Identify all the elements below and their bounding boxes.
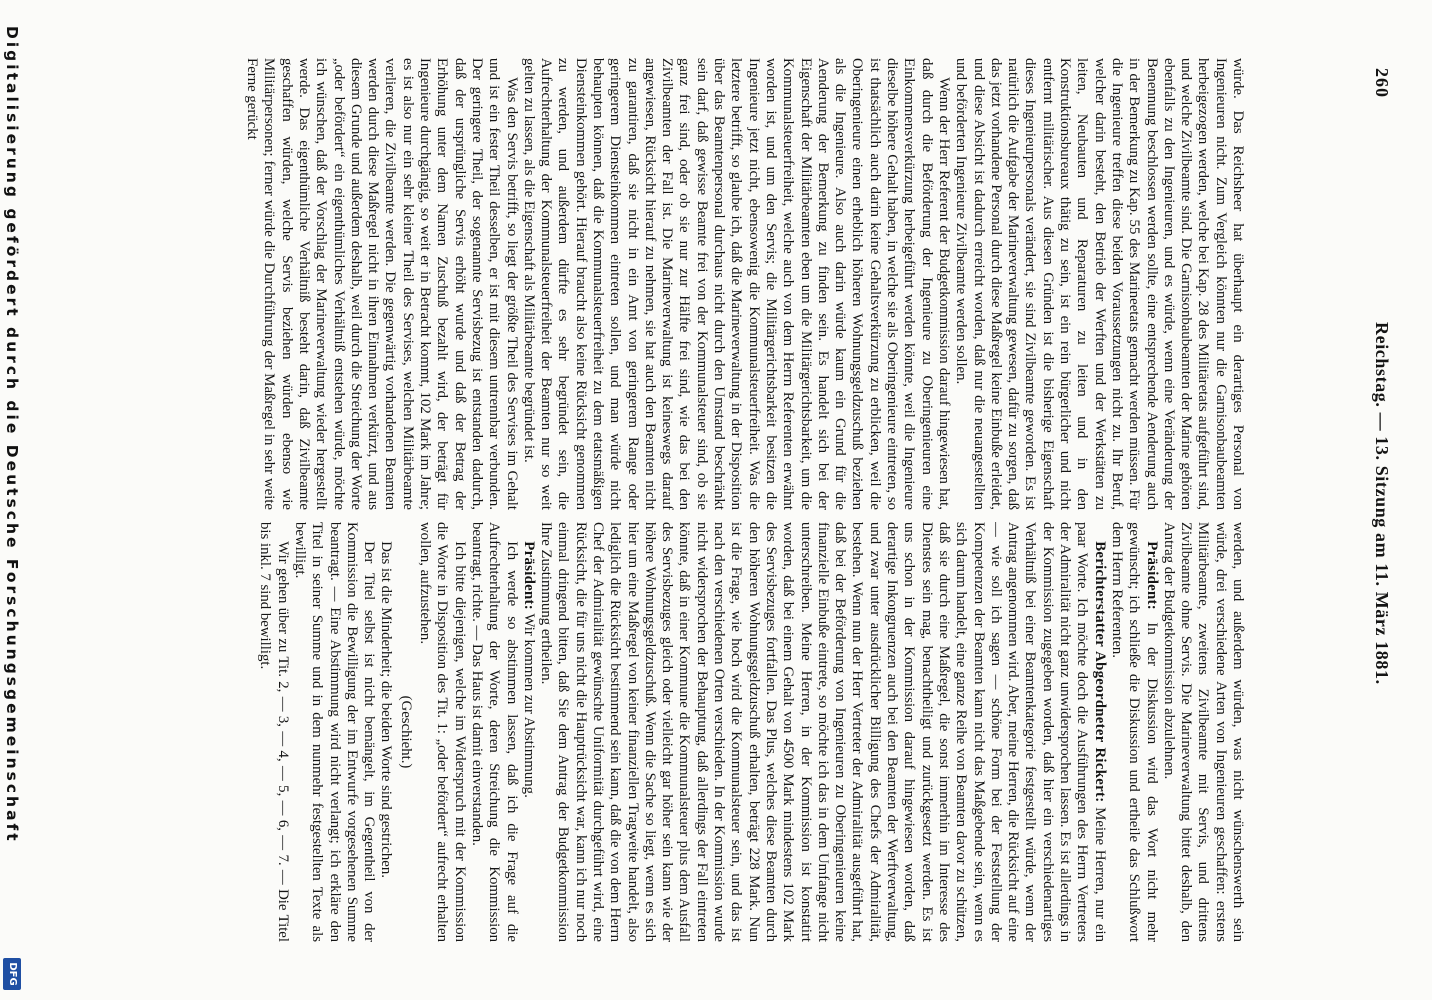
paragraph: Wir gehen über zu Tit. 2, — 3, — 4, — 5, — 6, — 7. — Die Titel bis inkl. 7 sind bewilligt. <box>257 522 291 942</box>
paragraph: Was den Servis betrifft, so liegt der größte Theil des Servises im Gehalt und ist ein fester Theil desselben, er ist mit diesem untrennbar verbunden. Der geringere Theil, der sogenannte Servisbezug ist entstanden dadurch, daß der ursprüngliche Servis erhöht wurde und daß der Betrag der Erhöhung unter dem Namen Zuschuß bezahlt wird, der beträgt für Ingenieure durchgängig, so weit er in Betracht kommt, 102 Mark im Jahre; es ist also nur ein sehr kleiner Theil des Servises, welchen Militärbeamte verlieren, die Zivilbeamte werden. Die gegenwärtig vorhandenen Beamten werden durch diese Maßregel nicht in ihren Einnahmen verkürzt, und aus diesem Grunde und außerdem deshalb, weil durch die Streichung der Worte „oder befördert“ ein eigenthümliches Verhältniß entstehen würde, möchte ich wünschen, daß der Vorschlag der Marineverwaltung wieder hergestellt werde. Das eigenthümliche Verhältniß besteht darin, daß Zivilbeamte geschaffen würden, welche Servis beziehen würden ebenso wie Militärpersonen; ferner würde die Durchführung der Maßregel in sehr weite Ferne gerückt <box>244 58 520 510</box>
paragraph: Das ist die Minderheit; die beiden Worte sind gestrichen. <box>378 541 395 878</box>
dfg-logo-icon: DFG <box>3 958 21 990</box>
speech-text: In der Diskussion wird das Wort nicht mehr gewünscht; ich schließe die Diskussion und ertheile das Schlußwort dem Herrn Referenten. <box>1108 522 1160 942</box>
speaker-name: Präsident: <box>1143 541 1160 610</box>
paragraph: Ich bitte diejenigen, welche im Widerspruch mit der Kommission die Worte in Disposition des Tit. 1: „oder befördert“ aufrecht erhalten wollen, aufzustehen. <box>417 522 468 942</box>
page-number: 260 <box>1372 68 1392 98</box>
running-title: Reichstag. — 13. Sitzung am 11. März 1881. <box>1372 322 1392 685</box>
right-column <box>132 522 1246 942</box>
paragraph: Ich werde so abstimmen lassen, daß ich die Frage auf die Aufrechterhaltung der Worte, deren Streichung die Kommission beantragt, richte. — Das Haus ist damit einverstanden. <box>468 522 520 942</box>
page-header <box>1370 60 1394 940</box>
paragraph: Wenn der Herr Referent der Budgetkommission darauf hingewiesen hat, daß durch die Beförderung der Ingenieure zu Oberingenieuren eine Einkommensverkürzung herbeigeführt werden könnte, weil die Ingenieure dieselbe höhere Gehalt haben, in welche sie als Oberingenieure eintreten, so ist thatsächlich auch darin keine Gehaltsverkürzung zu erblicken, weil die Oberingenieure einen erheblich höheren Wohnungsgeldzuschuß beziehen als die Ingenieure. Also auch darin würde kaum ein Grund für die Aenderung der Bemerkung zu finden sein. Es handelt sich bei der Eigenschaft der Militärbeamten eben um die Militärgerichtsbarkeit, um die Kommunalsteuerfreiheit, welche auch von dem Herrn Referenten erwähnt worden ist, und um den Servis; die Militärgerichtsbarkeit besitzen die Ingenieure jetzt nicht, ebensowenig die Kommunalsteuerfreiheit. Was die letztere betrifft, so glaube ich, daß die Marineverwaltung in der Disposition über das Beamtenpersonal durchaus nicht durch den Umstand beschränkt sein darf, daß gewisse Beamte frei von der Kommunalsteuer sind, ob sie ganz frei sind, oder ob sie nur zur Hälfte frei sind, wie das bei den Zivilbeamten der Fall ist. Die Marineverwaltung ist keineswegs darauf angewiesen, Rücksicht hierauf zu nehmen, sie hat auch den Beamten nicht zu garantiren, daß sie nicht in ein Amt von geringerem Range oder geringerem Diensteinkommen eintreten sollen, und man würde nicht behaupten können, daß die Kommunalsteuerfreiheit zu dem etatsmäßigen Diensteinkommen gehört. Hierauf braucht also keine Rücksicht genommen zu werden, und außerdem dürfte es sehr begründet sein, die Aufrechterhaltung der Kommunalsteuerfreiheit der Beamten nur so weit gelten zu lassen, als die Eigenschaft als Militärbeamte begründet ist. <box>520 58 952 510</box>
left-column <box>132 58 1246 510</box>
paragraph: Der Titel selbst ist nicht bemängelt, im Gegentheil von der Kommission die Bewilligung der im Entwurfe vorgesehenen Summe beantragt. — Eine Abstimmung wird nicht verlangt; ich erkläre den Titel in seiner Summe und in dem nunmehr festgestellten Texte als bewilligt. <box>291 522 378 942</box>
speech-paragraph <box>1108 522 1160 942</box>
speech-paragraph <box>537 522 1108 942</box>
speech-text: Wir kommen zur Abstimmung. <box>520 613 537 798</box>
paragraph: würde. Das Reichsheer hat überhaupt ein derartiges Personal von Ingenieuren nicht. Zum Vergleich könnten nur die Garnisonbaubeamten herbeigezogen werden, welche bei Kap. 28 des Militäretats aufgeführt sind, und welche Zivilbeamte sind. Die Garnisonbaubeamten der Marine gehören ebenfalls zu den Ingenieuren, und es würde, wenn eine Veränderung der Benennung beschlossen werden sollte, eine entsprechende Aenderung auch in der Bemerkung zu Kap. 55 des Marineetats gemacht werden müssen. Für die Ingenieure treffen diese beiden Voraussetzungen nicht zu. Ihr Beruf, welcher darin besteht, den Betrieb der Werften und der Werkstätten zu leiten, Neubauten und Reparaturen zu leiten und in den Konstruktionsbureaux thätig zu sein, ist ein rein bürgerlicher und nicht entfernt militärischer. Aus diesen Gründen ist die bisherige Eigenschaft dieses Ingenieurpersonals verändert, sie sind Zivilbeamte geworden. Es ist natürlich die Aufgabe der Marineverwaltung gewesen, dafür zu sorgen, daß das jetzt vorhandene Personal durch diese Maßregel keine Einbuße erleidet, und diese Absicht ist dadurch erreicht worden, daß nur die neuangestellten und beförderten Ingenieure Zivilbeamte werden sollen. <box>953 58 1246 510</box>
speech-paragraph <box>520 522 537 942</box>
stage-direction: (Geschieht.) <box>397 695 414 769</box>
speaker-name: Präsident: <box>520 541 537 610</box>
speaker-name: Berichterstatter Abgeordneter Rickert: <box>1091 541 1108 803</box>
paragraph: werden, und außerdem würden, was nicht wünschenswerth sein würde, drei verschiedene Arten von Ingenieuren geschaffen: erstens Militärbeamte, zweitens Zivilbeamte mit Servis, und drittens Zivilbeamte ohne Servis. Die Marineverwaltung bittet deshalb, den Antrag der Budgetkommission abzulehnen. <box>1160 522 1246 942</box>
digitization-note: Digitalisierung gefördert durch die Deutsche Forschungsgemeinschaft <box>3 26 21 844</box>
speech-text: Meine Herren, nur ein paar Worte. Ich möchte doch die Ausführungen des Herrn Vertreters der Admiralität nicht ganz unwidersprochen lassen. Es ist allerdings in der Kommission zugegeben worden, daß hier ein verschiedenartiges Verhältniß bei einer Beamtenkategorie festgestellt würde, wenn der Antrag angenommen wird. Aber, meine Herren, die Rücksicht auf eine — wie soll ich sagen — schöne Form bei der Feststellung der Kompetenzen der Beamten kann nicht das Maßgebende sein, wenn es sich darum handelt, eine ganze Reihe von Beamten davor zu schützen, daß sie durch eine Maßregel, die sonst immerhin im Interesse des Dienstes sein mag, benachtheiligt und zurückgesetzt werden. Es ist uns schon in der Kommission darauf hingewiesen worden, daß derartige Inkongruenzen auch bei den Beamten der Werftverwaltung, und zwar unter ausdrücklicher Billigung des Chefs der Admiralität, bestehen. Wenn nun der Herr Vertreter der Admiralität ausgeführt hat, daß bei der Beförderung von Ingenieuren zu Oberingenieuren keine finanzielle Einbuße eintrete, so möchte ich das in dem Umfange nicht unterschreiben. Meine Herren, in der Kommission ist konstatirt worden, daß bei einem Gehalt von 4500 Mark mindestens 102 Mark des Servisbezuges fortfallen. Das Plus, welches diese Beamten durch den höheren Wohnungsgeldzuschuß erhalten, beträgt 228 Mark. Nun ist die Frage, wie hoch wird die Kommunalsteuer sein, und das ist nach den verschiedenen Orten verschieden. In der Kommission wurde nicht widersprochen der Behauptung, daß allerdings der Fall eintreten könnte, daß in einer Kommune die Kommunalsteuer plus dem Ausfall des Servisbezuges gleich oder vielleicht gar höher sein kann wie der höhere Wohnungsgeldzuschuß. Wenn die Sache so liegt, wenn es sich hier um eine Maßregel von keiner finanziellen Tragweite handelt, also lediglich die Rücksicht bestimmend sein kann, daß die von dem Herrn Chef der Admiralität gewünschte Uniformität durchgeführt wird, eine Rücksicht, die für uns nicht die Hauptrücksicht war, kann ich nur noch einmal dringend bitten, daß Sie dem Antrag der Budgetkommission Ihre Zustimmung ertheilen. <box>538 522 1108 942</box>
